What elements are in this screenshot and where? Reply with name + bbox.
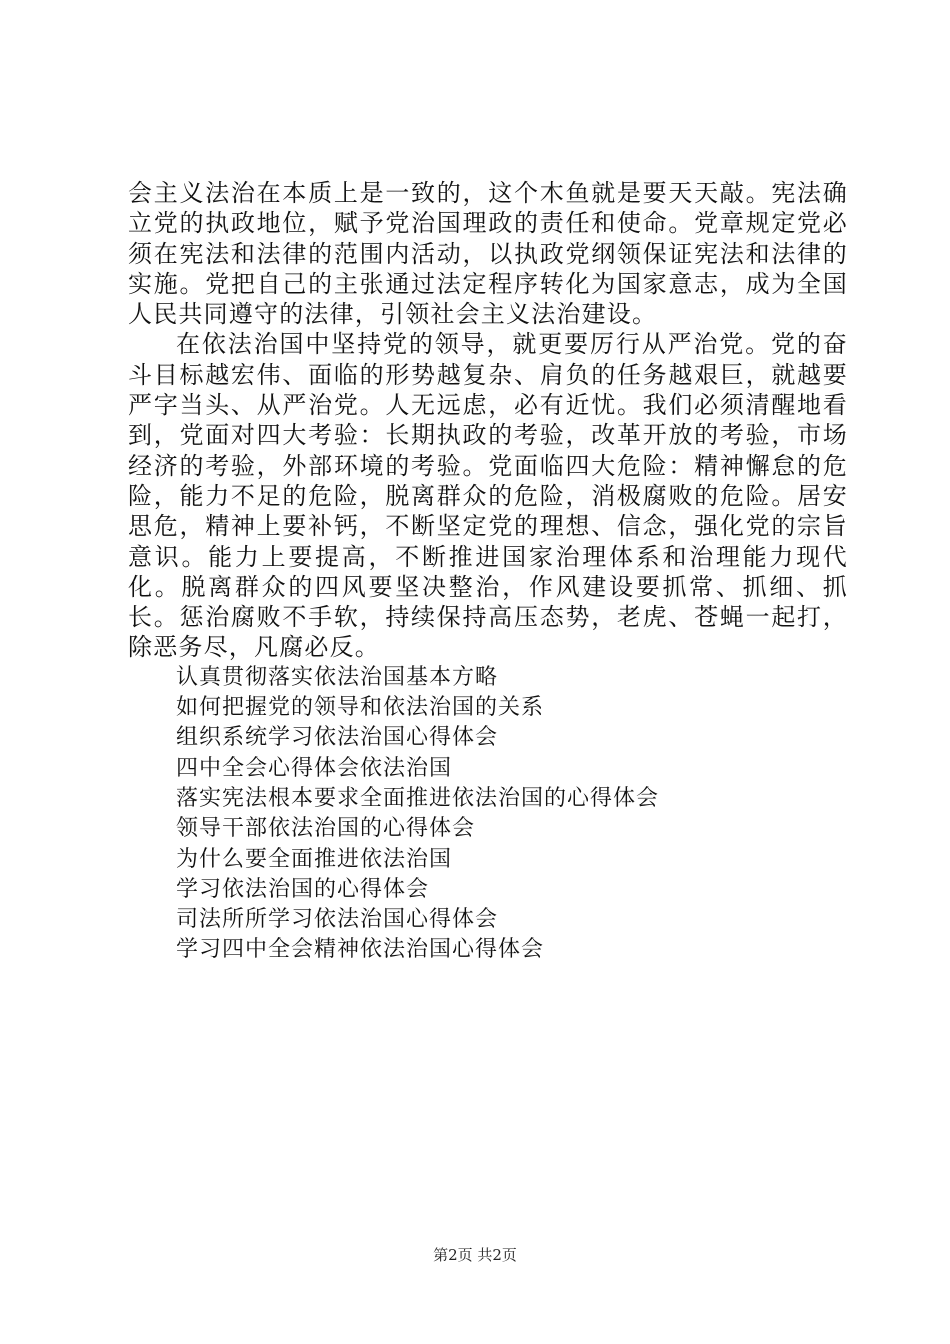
- list-item: 为什么要全面推进依法治国: [176, 846, 453, 872]
- list-item: 司法所所学习依法治国心得体会: [176, 907, 499, 933]
- list-item: 学习依法治国的心得体会: [176, 876, 430, 902]
- related-titles-list: [128, 663, 848, 966]
- page-footer: [0, 1244, 950, 1265]
- list-item: 学习四中全会精神依法治国心得体会: [176, 937, 545, 963]
- list-item: 领导干部依法治国的心得体会: [176, 816, 476, 842]
- list-item: 落实宪法根本要求全面推进依法治国的心得体会: [176, 785, 660, 811]
- page-indicator: 第2页 共2页: [433, 1246, 517, 1264]
- list-item: 组织系统学习依法治国心得体会: [176, 725, 499, 751]
- list-item: 如何把握党的领导和依法治国的关系: [176, 695, 545, 721]
- list-item: 四中全会心得体会依法治国: [176, 755, 453, 781]
- paragraph-1: 会主义法治在本质上是一致的，这个木鱼就是要天天敲。宪法确立党的执政地位，赋予党治国理政的责任和使命。党章规定党必须在宪法和法律的范围内活动，以执政党纲领保证宪法和法律的实施。党把自己的主张通过法定程序转化为国家意志，成为全国人民共同遵守的法律，引领社会主义法治建设。: [128, 179, 848, 329]
- document-body: [128, 178, 848, 966]
- paragraph-2: 在依法治国中坚持党的领导，就更要厉行从严治党。党的奋斗目标越宏伟、面临的形势越复杂、肩负的任务越艰巨，就越要严字当头、从严治党。人无远虑，必有近忧。我们必须清醒地看到，党面对四大考验：长期执政的考验，改革开放的考验，市场经济的考验，外部环境的考验。党面临四大危险：精神懈怠的危险，能力不足的危险，脱离群众的危险，消极腐败的危险。居安思危，精神上要补钙，不断坚定党的理想、信念，强化党的宗旨意识。能力上要提高，不断推进国家治理体系和治理能力现代化。脱离群众的四风要坚决整治，作风建设要抓常、抓细、抓长。惩治腐败不手软，持续保持高压态势，老虎、苍蝇一起打，除恶务尽，凡腐必反。: [128, 330, 848, 662]
- list-item: 认真贯彻落实依法治国基本方略: [176, 664, 499, 690]
